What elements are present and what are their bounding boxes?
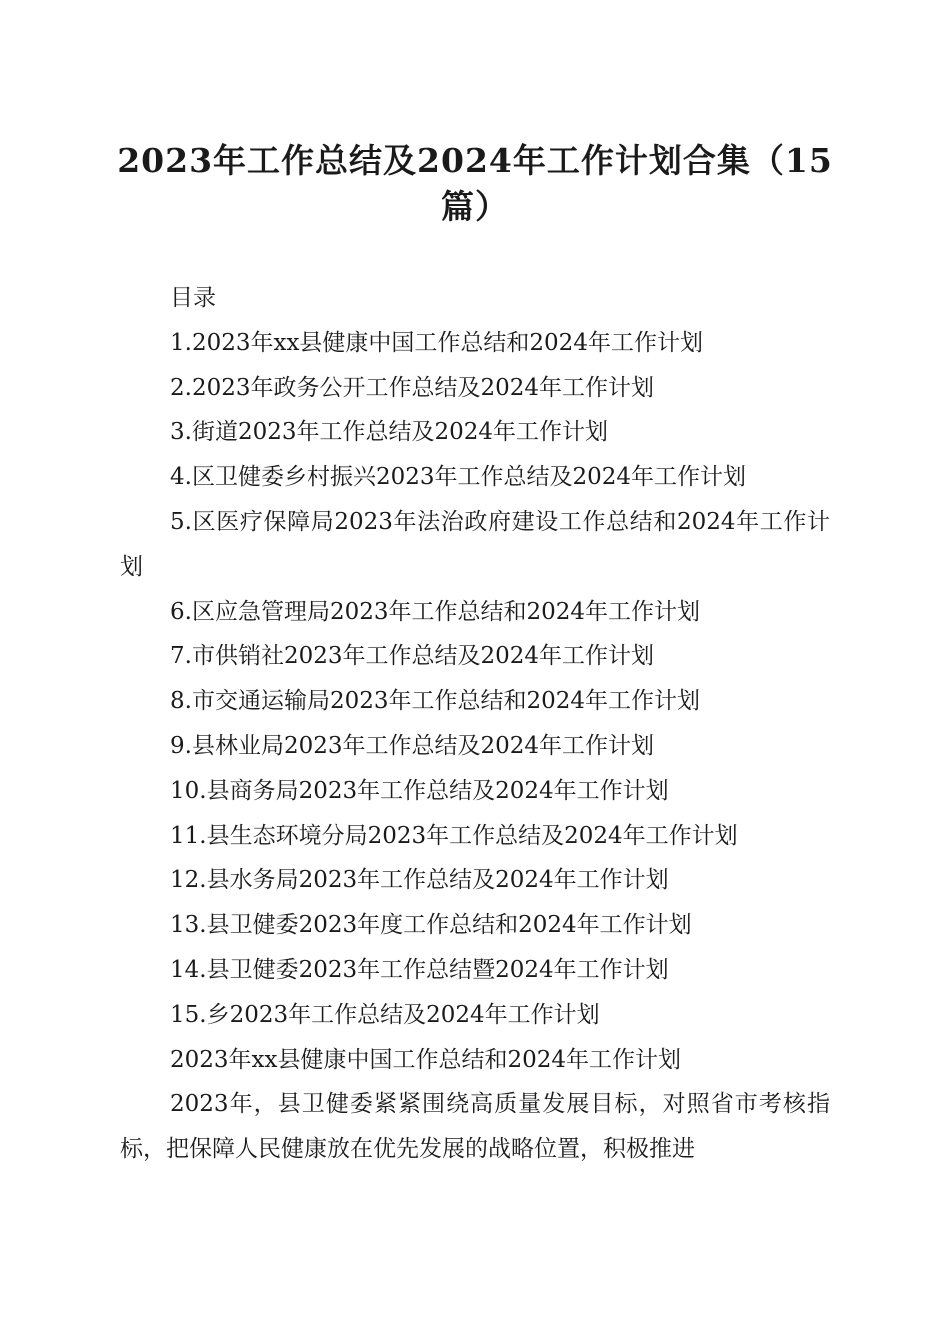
toc-item-15: 15.乡2023年工作总结及2024年工作计划 (170, 1001, 600, 1028)
toc-item-1: 1.2023年xx县健康中国工作总结和2024年工作计划 (170, 329, 703, 356)
toc-item-2: 2.2023年政务公开工作总结及2024年工作计划 (170, 374, 655, 401)
toc-item-11: 11.县生态环境分局2023年工作总结及2024年工作计划 (170, 822, 738, 849)
section-heading: 2023年xx县健康中国工作总结和2024年工作计划 (170, 1046, 682, 1073)
toc-item-6: 6.区应急管理局2023年工作总结和2024年工作计划 (170, 598, 701, 625)
document-body (120, 276, 830, 1172)
toc-item-5: 5.区医疗保障局2023年法治政府建设工作总结和2024年工作计划 (120, 508, 830, 580)
toc-heading: 目录 (170, 285, 216, 311)
toc-item-10: 10.县商务局2023年工作总结及2024年工作计划 (170, 777, 669, 804)
toc-item-7: 7.市供销社2023年工作总结及2024年工作计划 (170, 643, 655, 670)
toc-item-3: 3.街道2023年工作总结及2024年工作计划 (170, 419, 609, 446)
toc-item-14: 14.县卫健委2023年工作总结暨2024年工作计划 (170, 956, 669, 983)
toc-item-13: 13.县卫健委2023年度工作总结和2024年工作计划 (170, 912, 692, 939)
toc-item-8: 8.市交通运输局2023年工作总结和2024年工作计划 (170, 688, 701, 715)
toc-item-12: 12.县水务局2023年工作总结及2024年工作计划 (170, 867, 669, 894)
toc-item-9: 9.县林业局2023年工作总结及2024年工作计划 (170, 732, 655, 759)
document-title: 2023年工作总结及2024年工作计划合集（15篇） (117, 141, 833, 226)
toc-item-4: 4.区卫健委乡村振兴2023年工作总结及2024年工作计划 (170, 464, 747, 491)
body-paragraph: 2023年，县卫健委紧紧围绕高质量发展目标，对照省市考核指标，把保障人民健康放在优先发展的战略位置，积极推进 (120, 1091, 830, 1163)
